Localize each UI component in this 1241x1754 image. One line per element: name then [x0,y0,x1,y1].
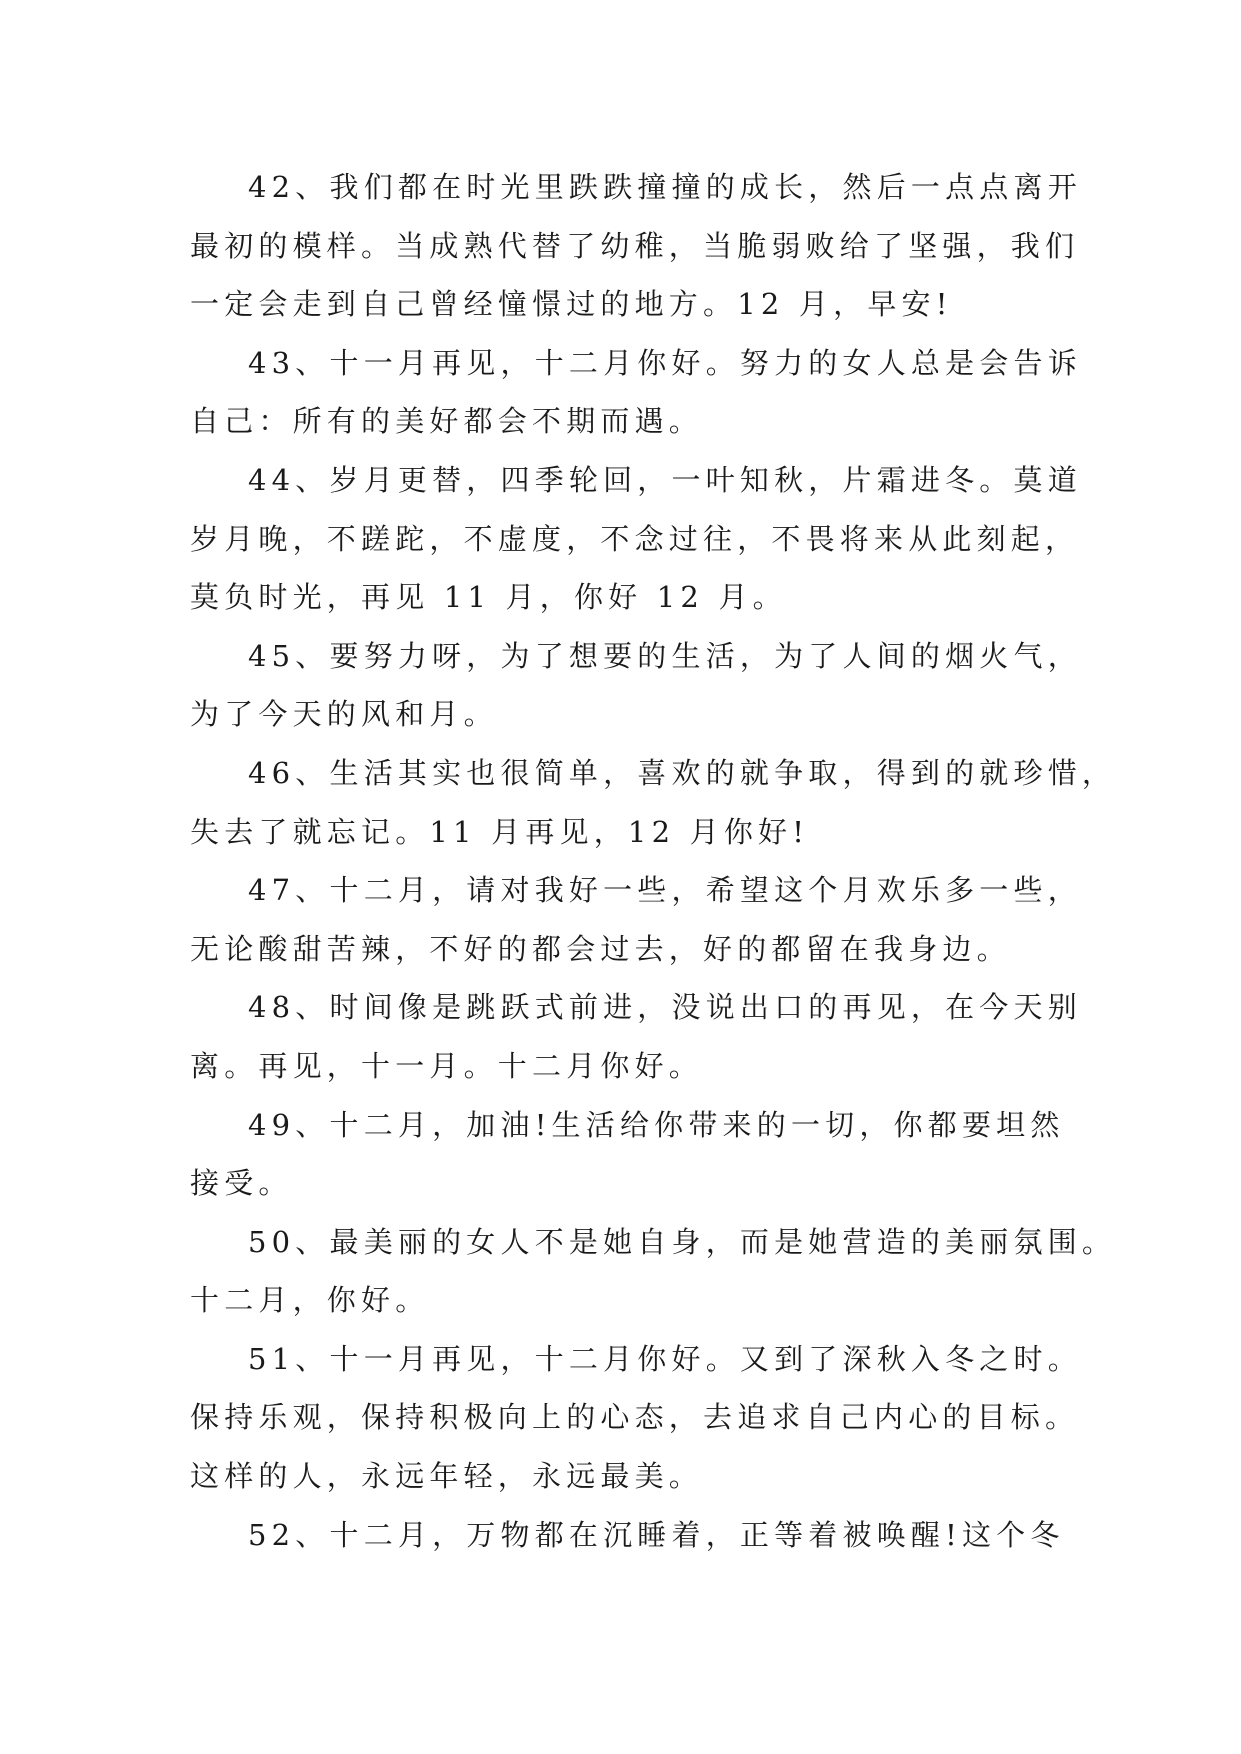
text-line: 47、十二月，请对我好一些，希望这个月欢乐多一些， [248,873,1082,908]
text-line: 43、十一月再见，十二月你好。努力的女人总是会告诉 [248,345,1082,380]
text-line: 岁月晚，不蹉跎，不虚度，不念过往，不畏将来从此刻起， [190,521,1080,556]
text-line: 44、岁月更替，四季轮回，一叶知秋，片霜进冬。莫道 [248,462,1082,497]
text-line: 最初的模样。当成熟代替了幼稚，当脆弱败给了坚强，我们 [190,228,1080,263]
document-body [190,158,1117,1564]
text-line: 42、我们都在时光里跌跌撞撞的成长，然后一点点离开 [248,170,1082,204]
text-line: 一定会走到自己曾经憧憬过的地方。12 月，早安! [190,287,953,322]
text-line: 接受。 [190,1166,293,1201]
text-line: 这样的人，永远年轻，永远最美。 [190,1459,704,1494]
text-line: 48、时间像是跳跃式前进，没说出口的再见，在今天别 [248,990,1082,1025]
text-line: 52、十二月，万物都在沉睡着，正等着被唤醒!这个冬 [248,1517,1065,1552]
text-line: 保持乐观，保持积极向上的心态，去追求自己内心的目标。 [190,1400,1080,1435]
text-line: 45、要努力呀，为了想要的生活，为了人间的烟火气， [248,638,1082,673]
text-line: 49、十二月，加油!生活给你带来的一切，你都要坦然 [248,1107,1065,1142]
text-line: 无论酸甜苦辣，不好的都会过去，好的都留在我身边。 [190,931,1011,966]
text-line: 为了今天的风和月。 [190,697,498,732]
text-line: 十二月，你好。 [190,1283,430,1318]
text-line: 自己：所有的美好都会不期而遇。 [190,404,704,439]
text-line: 莫负时光，再见 11 月，你好 12 月。 [190,580,787,615]
text-line: 离。再见，十一月。十二月你好。 [190,1048,704,1083]
text-line: 失去了就忘记。11 月再见，12 月你好! [190,814,810,849]
text-line: 50、最美丽的女人不是她自身，而是她营造的美丽氛围。 [248,1224,1117,1259]
text-line: 46、生活其实也很简单，喜欢的就争取，得到的就珍惜， [248,755,1117,790]
text-line: 51、十一月再见，十二月你好。又到了深秋入冬之时。 [248,1341,1082,1376]
